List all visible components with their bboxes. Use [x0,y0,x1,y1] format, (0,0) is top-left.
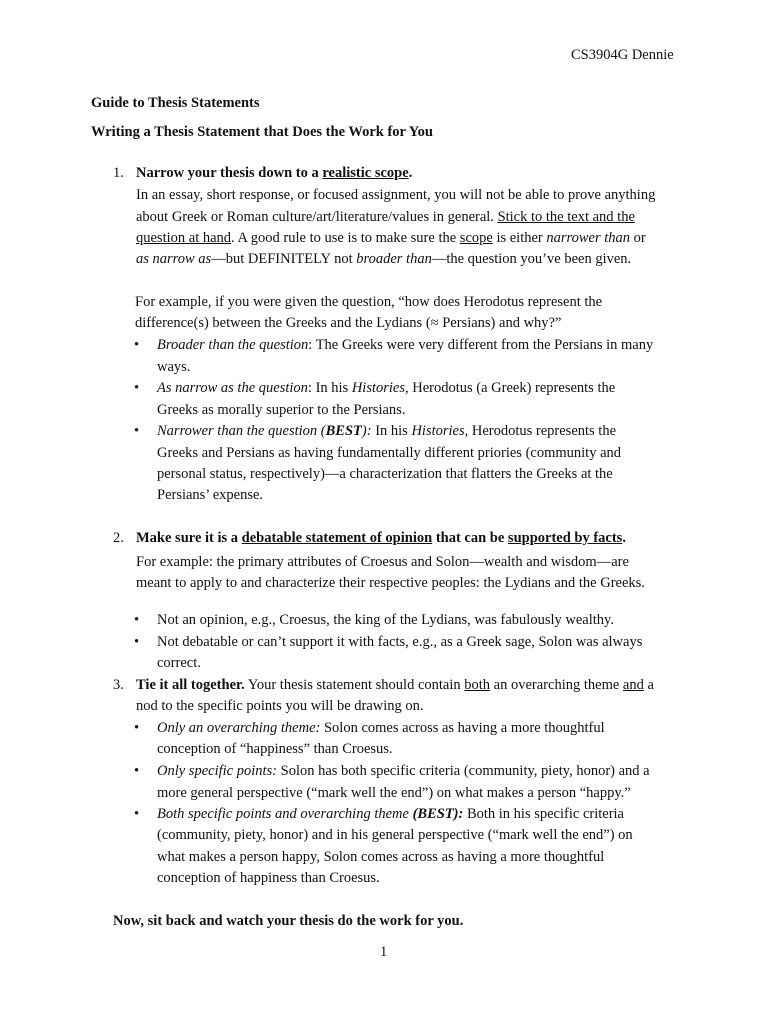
s1-bullet-1-line-2: ways. [157,359,191,375]
section-1-para-line-2: about Greek or Roman culture/art/literature/values in general. Stick to the text and the [136,209,635,225]
bullet-icon: • [134,423,140,439]
s1-bullet-3-line-2: Greeks and Persians as having fundamentally different priories (community and [157,445,622,461]
section-3-line-2: nod to the specific points you will be drawing on. [136,698,424,714]
realistic-scope-term: realistic scope [322,165,409,181]
bullet-icon: • [134,763,140,779]
section-3-number: 3. [113,677,124,693]
bullet-icon: • [134,337,140,353]
section-1-example-line-1: For example, if you were given the question, “how does Herodotus represent the [135,294,603,310]
s3-bullet-3-line-4: conception of happiness than Croesus. [157,870,380,886]
course-header: CS3904G Dennie [571,47,674,63]
s3-bullet-2-line-2: more general perspective (“mark well the end”) on what makes a person “happy.” [157,785,631,801]
s3-bullet-3-line-2: (community, piety, honor) and in his general perspective (“mark well the end”) on [157,827,633,843]
s2-bullet-2-line-2: correct. [157,655,201,671]
section-1-para-line-4: as narrow as—but DEFINITELY not broader than—the question you’ve been given. [136,251,632,267]
page-number: 1 [380,944,388,960]
s1-bullet-2-line-1: As narrow as the question: In his Histories, Herodotus (a Greek) represents the [157,380,616,396]
section-1-heading: Narrow your thesis down to a realistic scope. [136,165,413,181]
section-3-heading: Tie it all together. Your thesis statement should contain both an overarching theme and a [136,677,654,693]
s3-bullet-1-line-2: conception of “happiness” than Croesus. [157,741,393,757]
section-2-heading: Make sure it is a debatable statement of opinion that can be supported by facts. [136,530,626,546]
s1-bullet-3-line-3: personal status, respectively)—a characterization that flatters the Greeks at the [157,466,613,482]
section-1-para-line-3: question at hand. A good rule to use is to make sure the scope is either narrower than or [136,230,646,246]
s3-bullet-2-line-1: Only specific points: Solon has both specific criteria (community, piety, honor) and a [157,763,650,779]
page-title: Guide to Thesis Statements [91,95,260,111]
s1-bullet-3-line-1: Narrower than the question (BEST): In his Histories, Herodotus represents the [157,423,617,439]
s1-bullet-2-line-2: Greeks as morally superior to the Persians. [157,402,406,418]
s3-bullet-3-line-3: what makes a person happy, Solon comes across as having a more thoughtful [157,849,605,865]
page-subtitle: Writing a Thesis Statement that Does the Work for You [91,124,433,140]
bullet-icon: • [134,720,140,736]
s2-bullet-2-line-1: Not debatable or can’t support it with facts, e.g., as a Greek sage, Solon was always [157,634,643,650]
s2-bullet-1-line-1: Not an opinion, e.g., Croesus, the king of the Lydians, was fabulously wealthy. [157,612,614,628]
bullet-icon: • [134,380,140,396]
section-1-para-line-1: In an essay, short response, or focused assignment, you will not be able to prove anything [136,187,656,203]
s1-bullet-3-line-4: Persians’ expense. [157,487,264,503]
bullet-icon: • [134,634,140,650]
section-2-para-line-1: For example: the primary attributes of Croesus and Solon—wealth and wisdom—are [136,554,629,570]
section-2-number: 2. [113,530,124,546]
bullet-icon: • [134,806,140,822]
s3-bullet-3-line-1: Both specific points and overarching theme (BEST): Both in his specific criteria [157,806,624,822]
section-2-para-line-2: meant to apply to and characterize their respective peoples: the Lydians and the Greeks. [136,575,645,591]
s3-bullet-1-line-1: Only an overarching theme: Solon comes across as having a more thoughtful [157,720,605,736]
closing-statement: Now, sit back and watch your thesis do the work for you. [113,913,464,929]
s1-bullet-1-line-1: Broader than the question: The Greeks were very different from the Persians in many [157,337,654,353]
section-1-number: 1. [113,165,124,181]
section-1-example-line-2: difference(s) between the Greeks and the Lydians (≈ Persians) and why?” [135,315,562,331]
bullet-icon: • [134,612,140,628]
